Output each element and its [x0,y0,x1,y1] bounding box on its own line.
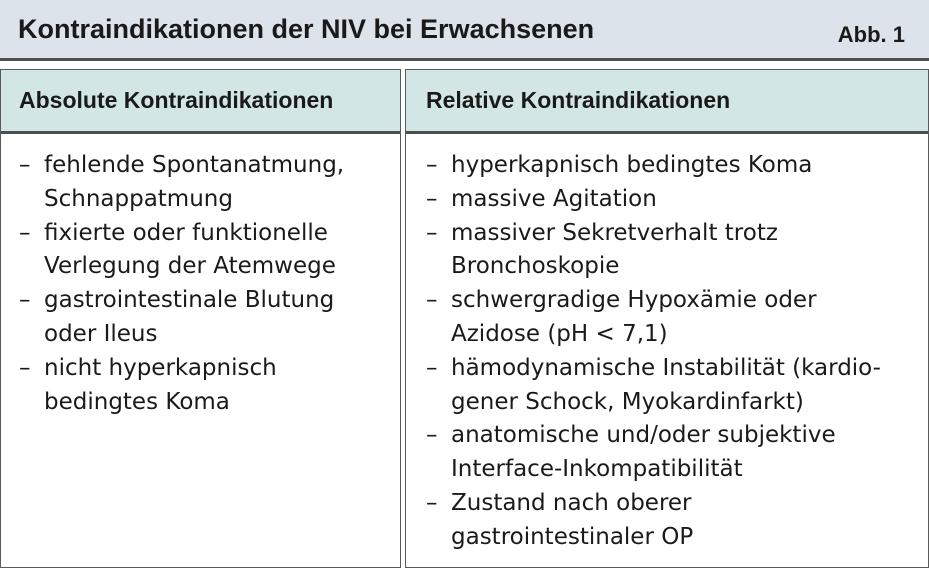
list-item-line: hyperkapnisch bedingtes Koma [451,152,813,178]
bullet-dash: – [426,422,438,449]
list-item [426,149,881,183]
list-item-line: Zustand nach oberer [451,489,692,516]
list-item-line: bedingtes Koma [44,388,230,415]
list-item-line: Interface-Inkompatibilität [451,456,743,483]
relative-contraindications-list [426,149,881,555]
list-item [19,352,344,420]
list-item-line: anatomische und/oder subjektive [451,422,836,449]
bullet-dash: – [426,219,438,246]
bullet-dash: – [426,489,438,516]
absolute-contraindications-list [19,149,344,419]
bullet-dash: – [426,354,438,381]
page-title: Kontraindikationen der NIV bei Erwachsenen [18,14,595,44]
list-item [426,487,881,555]
list-item-line: schwergradige Hypoxämie oder [451,287,817,314]
bullet-dash: – [19,354,31,381]
absolute-contraindications-column [0,69,401,568]
list-item [426,217,881,285]
list-item-line: Azidose (pH < 7,1) [451,320,668,347]
bullet-dash: – [19,287,31,314]
list-item-line: gastrointestinaler OP [451,523,694,550]
relative-contraindications-column [405,69,929,568]
bullet-dash: – [426,152,438,178]
list-item-line: fehlende Spontanatmung, [44,152,345,178]
figure-label: Abb. 1 [837,22,905,47]
bullet-dash: – [426,185,438,212]
title-bar [0,0,929,61]
list-item [19,284,344,352]
list-item-line: oder Ileus [44,320,158,347]
list-item-line: gastrointestinale Blutung [44,287,335,314]
list-item [426,419,881,487]
bullet-dash: – [19,219,31,246]
list-item-line: Schnappatmung [44,185,233,212]
list-item-line: hämodynamische Instabilität (kardio- [451,354,881,381]
list-item-line: Bronchoskopie [451,253,620,280]
absolute-contraindications-header [1,70,400,134]
list-item [426,284,881,352]
list-item-line: Verlegung der Atemwege [44,253,336,280]
list-item-line: massive Agitation [451,185,657,212]
list-item [426,183,881,217]
list-item [19,217,344,285]
bullet-dash: – [19,152,31,178]
absolute-contraindications-heading: Absolute Kontraindikationen [19,87,334,113]
bullet-dash: – [426,287,438,314]
relative-contraindications-header [406,70,928,134]
list-item-line: fixierte oder funktionelle [44,219,328,246]
list-item-line: nicht hyperkapnisch [44,354,277,381]
list-item-line: massiver Sekretverhalt trotz [451,219,778,246]
relative-contraindications-heading: Relative Kontraindikationen [426,87,731,113]
list-item [19,149,344,217]
list-item [426,352,881,420]
list-item-line: gener Schock, Myokardinfarkt) [451,388,804,415]
